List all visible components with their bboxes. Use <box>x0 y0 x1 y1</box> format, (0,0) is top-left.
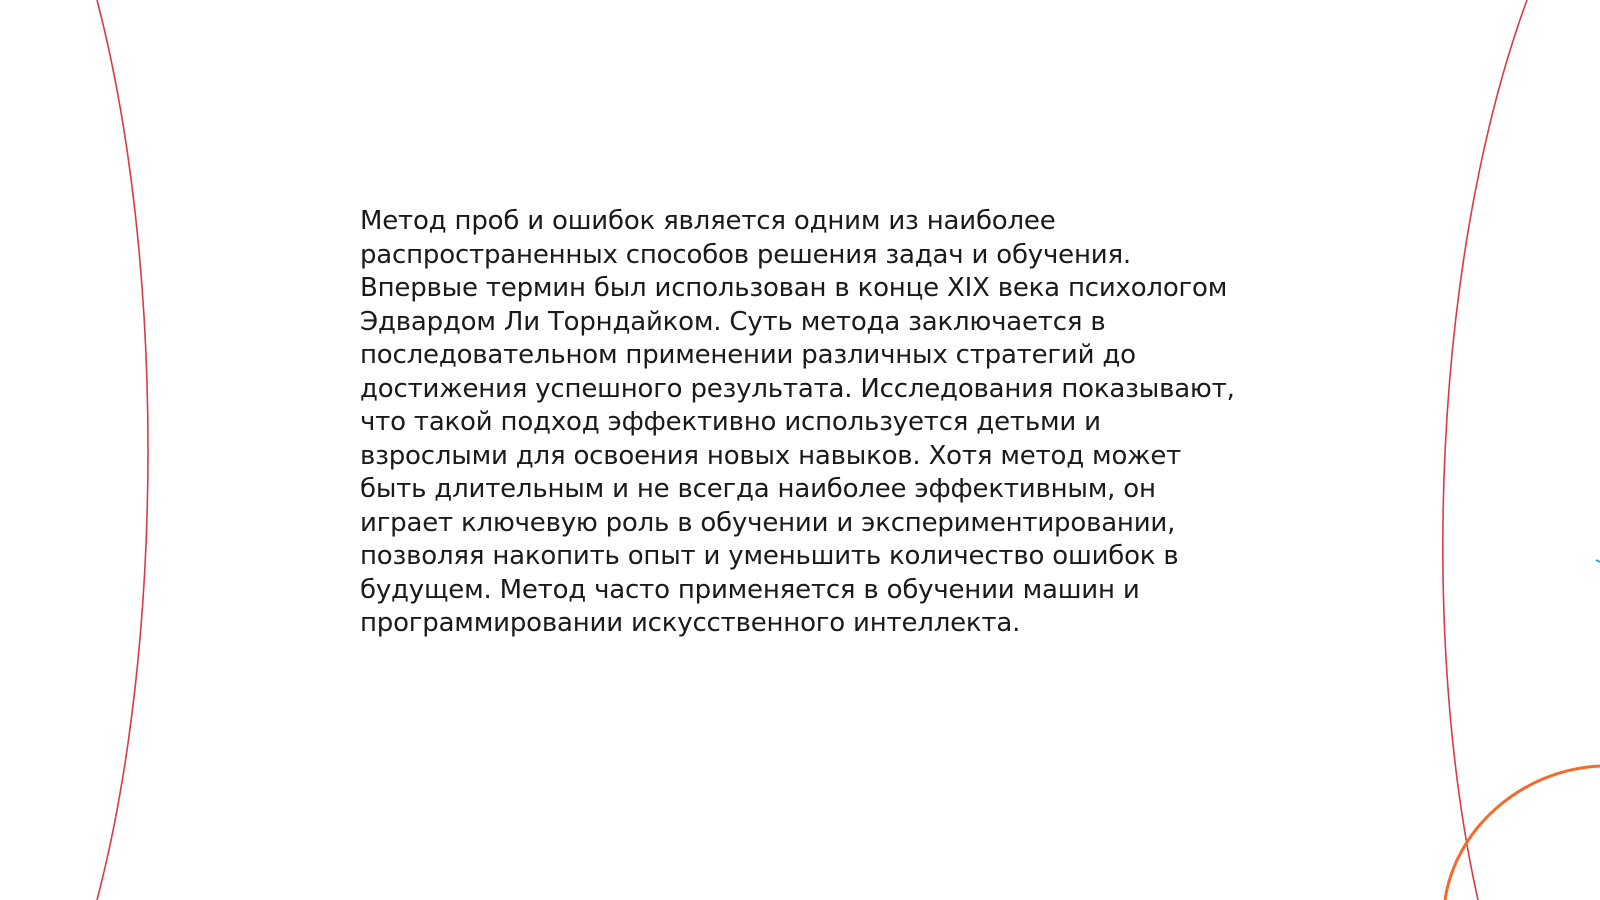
paragraph-line: играет ключевую роль в обучении и экспериментировании, <box>360 507 1176 538</box>
paragraph-line: распространенных способов решения задач и обучения. <box>360 239 1131 270</box>
paragraph-line: Метод проб и ошибок является одним из наиболее <box>360 206 1056 236</box>
paragraph-line: достижения успешного результата. Исследования показывают, <box>360 373 1235 404</box>
paragraph-line: будущем. Метод часто применяется в обучении машин и <box>360 574 1140 605</box>
paragraph-line: программировании искусственного интеллекта. <box>360 608 1021 638</box>
paragraph-line: позволяя накопить опыт и уменьшить количество ошибок в <box>360 541 1179 571</box>
left-arc-decoration <box>97 0 148 900</box>
paragraph-line: быть длительным и не всегда наиболее эффективным, он <box>360 474 1156 504</box>
body-paragraph <box>360 205 1260 641</box>
text-block <box>360 205 1260 641</box>
orange-circle-decoration <box>1445 766 1600 900</box>
paragraph-line: что такой подход эффективно используется детьми и <box>360 407 1101 437</box>
paragraph-line: взрослыми для освоения новых навыков. Хотя метод может <box>360 440 1182 471</box>
paragraph-line: Впервые термин был использован в конце XIX века психологом <box>360 273 1228 303</box>
paragraph-line: Эдвардом Ли Торндайком. Суть метода заключается в <box>360 306 1106 337</box>
paragraph-line: последовательном применении различных стратегий до <box>360 340 1136 370</box>
right-arc-decoration <box>1443 0 1527 900</box>
teal-accent-decoration <box>1596 560 1600 562</box>
